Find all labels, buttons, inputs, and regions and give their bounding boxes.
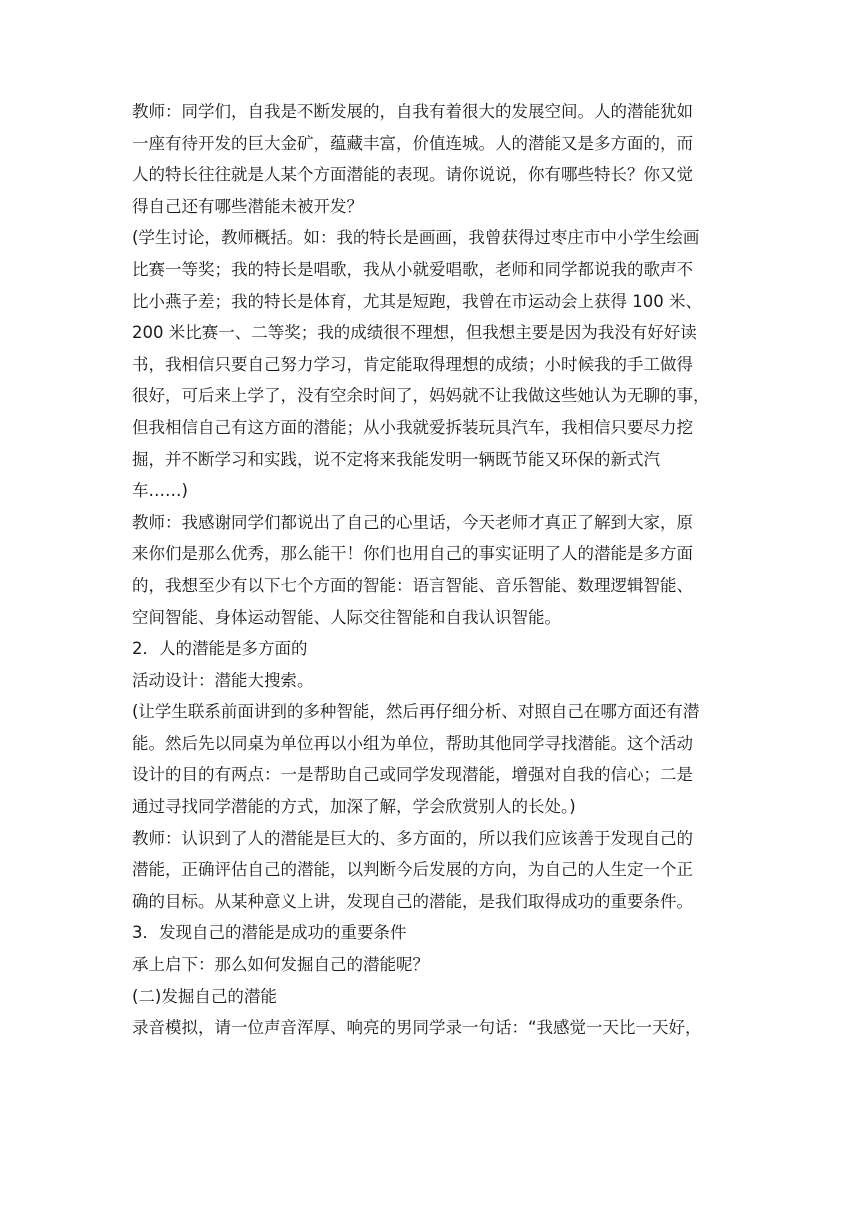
text-line: 但我相信自己有这方面的潜能；从小我就爱拆装玩具汽车，我相信只要尽力挖 <box>132 417 693 437</box>
text-line: 教师：认识到了人的潜能是巨大的、多方面的，所以我们应该善于发现自己的 <box>132 828 693 848</box>
text-line: 车……) <box>132 481 188 501</box>
document-body <box>132 96 722 1044</box>
text-line: 一座有待开发的巨大金矿，蕴藏丰富，价值连城。人的潜能又是多方面的，而 <box>132 133 693 153</box>
text-line: 书，我相信只要自己努力学习，肯定能取得理想的成绩；小时候我的手工做得 <box>132 354 693 374</box>
text-line: 录音模拟，请一位声音浑厚、响亮的男同学录一句话：“我感觉一天比一天好， <box>132 1018 702 1038</box>
text-line: 确的目标。从某种意义上讲，发现自己的潜能，是我们取得成功的重要条件。 <box>132 891 693 911</box>
text-line: 通过寻找同学潜能的方式，加深了解，学会欣赏别人的长处。) <box>132 797 576 817</box>
text-line: 活动设计：潜能大搜索。 <box>132 670 314 690</box>
text-line: (让学生联系前面讲到的多种智能，然后再仔细分析、对照自己在哪方面还有潜 <box>132 702 700 722</box>
section-heading: 2．人的潜能是多方面的 <box>132 639 308 659</box>
text-line: 潜能，正确评估自己的潜能，以判断今后发展的方向，为自己的人生定一个正 <box>132 860 693 880</box>
text-line: 200 米比赛一、二等奖；我的成绩很不理想，但我想主要是因为我没有好好读 <box>132 323 697 343</box>
section-heading: (二)发掘自己的潜能 <box>132 986 277 1006</box>
text-line: 教师：我感谢同学们都说出了自己的心里话，今天老师才真正了解到大家，原 <box>132 512 693 532</box>
text-line: 承上启下：那么如何发掘自己的潜能呢？ <box>132 955 429 975</box>
text-line: 很好，可后来上学了，没有空余时间了，妈妈就不让我做这些她认为无聊的事， <box>132 386 710 406</box>
text-line: 设计的目的有两点：一是帮助自己或同学发现潜能，增强对自我的信心；二是 <box>132 765 693 785</box>
text-line: 比小燕子差；我的特长是体育，尤其是短跑，我曾在市运动会上获得 100 米、 <box>132 291 702 311</box>
text-line: 能。然后先以同桌为单位再以小组为单位，帮助其他同学寻找潜能。这个活动 <box>132 733 693 753</box>
text-line: 的，我想至少有以下七个方面的智能：语言智能、音乐智能、数理逻辑智能、 <box>132 575 693 595</box>
text-line: 教师：同学们，自我是不断发展的，自我有着很大的发展空间。人的潜能犹如 <box>132 102 693 121</box>
text-line: 掘，并不断学习和实践，说不定将来我能发明一辆既节能又环保的新式汽 <box>132 449 660 469</box>
text-line: 来你们是那么优秀，那么能干！你们也用自己的事实证明了人的潜能是多方面 <box>132 544 693 564</box>
text-line: 比赛一等奖；我的特长是唱歌，我从小就爱唱歌，老师和同学都说我的歌声不 <box>132 259 693 279</box>
text-line: 得自己还有哪些潜能未被开发？ <box>132 196 363 216</box>
text-line: (学生讨论，教师概括。如：我的特长是画画，我曾获得过枣庄市中小学生绘画 <box>132 228 700 248</box>
text-line: 人的特长往往就是人某个方面潜能的表现。请你说说，你有哪些特长？你又觉 <box>132 165 693 185</box>
text-line: 空间智能、身体运动智能、人际交往智能和自我认识智能。 <box>132 607 561 627</box>
section-heading: 3．发现自己的潜能是成功的重要条件 <box>132 923 407 943</box>
